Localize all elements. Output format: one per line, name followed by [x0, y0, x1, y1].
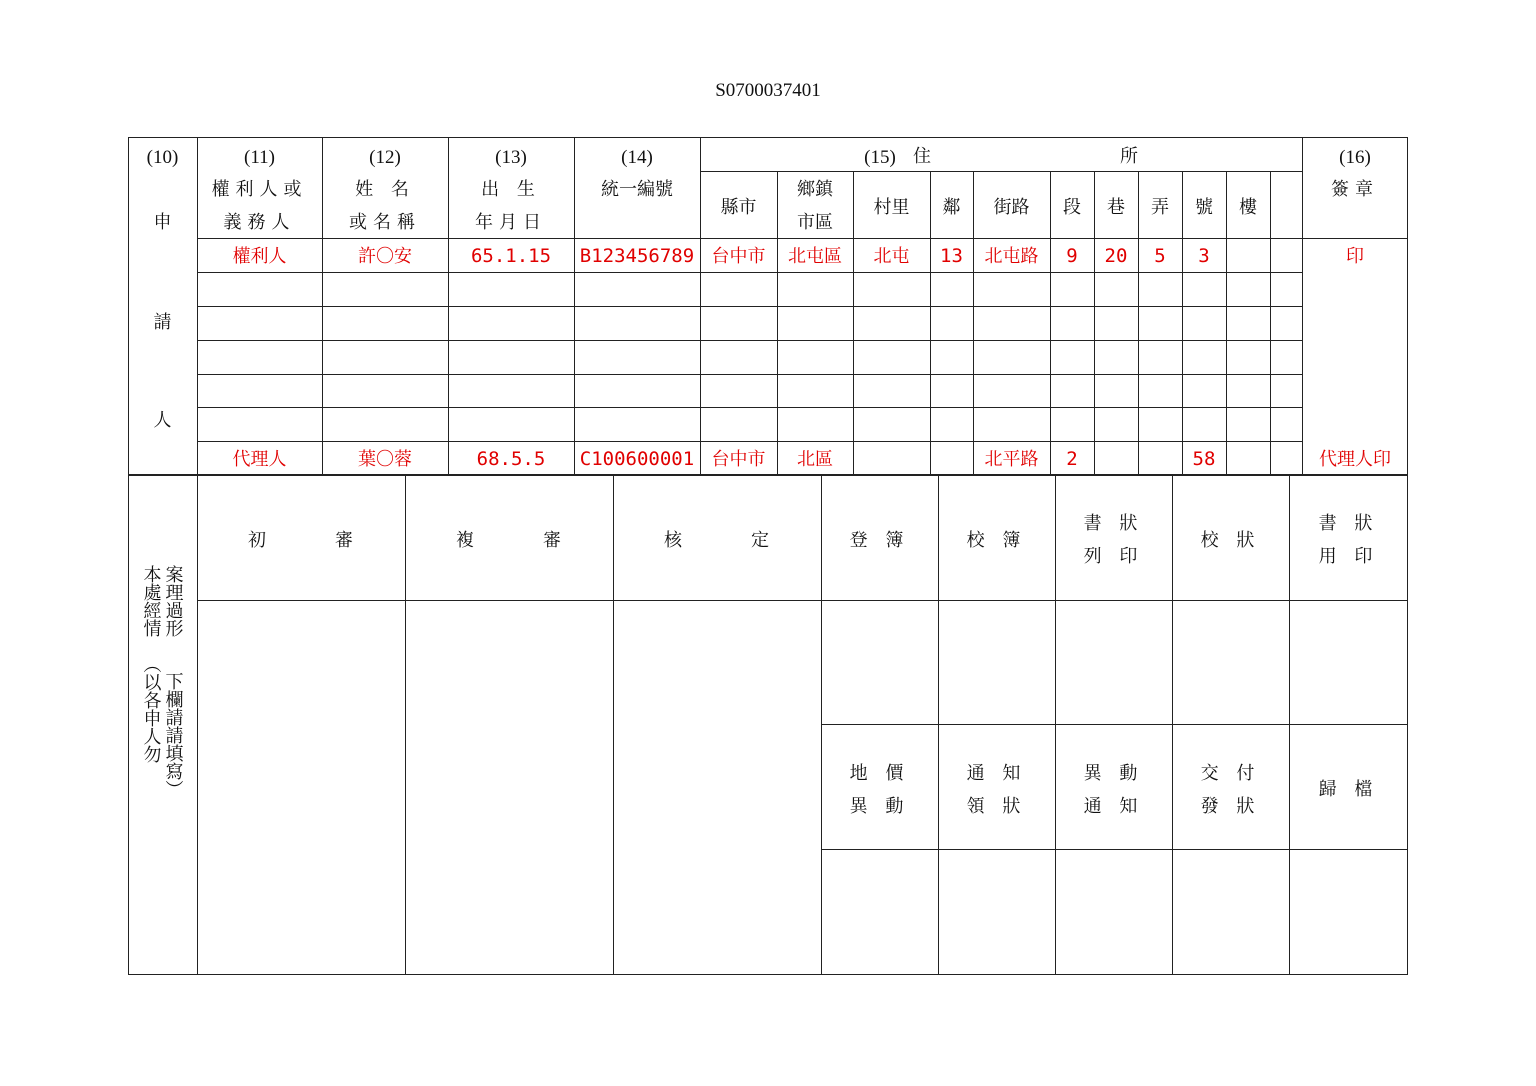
- row1-village: 北屯: [873, 246, 910, 267]
- addr-floor-header: 樓: [1239, 197, 1257, 218]
- col11-label-line2: 義務人: [223, 212, 296, 233]
- table-divider: [197, 306, 1302, 307]
- row1-number: 3: [1198, 245, 1210, 267]
- archive-label: 歸 檔: [1318, 779, 1379, 800]
- col14-number: (14): [621, 147, 653, 168]
- table-divider: [1270, 171, 1271, 475]
- table-divider: [197, 340, 1302, 341]
- col13-label-line2: 年月日: [475, 212, 547, 233]
- col15-label-part2: 所: [1120, 146, 1138, 167]
- col12-label-line1: 姓 名: [355, 179, 415, 200]
- check-cert-label: 校 狀: [1200, 530, 1261, 551]
- table-divider: [405, 475, 406, 975]
- addr-lane-header: 巷: [1107, 197, 1125, 218]
- table-divider: [197, 238, 1408, 239]
- col12-label-line2: 或名稱: [349, 212, 421, 233]
- row7-seal: 代理人印: [1319, 449, 1391, 470]
- land-value-label-line1: 地 價: [849, 763, 910, 784]
- row7-section: 2: [1066, 448, 1078, 470]
- row7-city: 台中市: [711, 449, 766, 470]
- row1-role: 權利人: [232, 246, 287, 267]
- row1-seal: 印: [1346, 246, 1364, 267]
- cert-print-label-line1: 書 狀: [1083, 513, 1144, 534]
- addr-lin-header: 鄰: [942, 197, 961, 218]
- table-divider: [197, 441, 1302, 442]
- table-divider: [197, 272, 1302, 273]
- row1-id: B123456789: [579, 245, 695, 267]
- row1-alley: 5: [1154, 245, 1166, 267]
- table-divider: [821, 849, 1408, 850]
- row7-district: 北區: [797, 449, 833, 470]
- addr-street-header: 街路: [993, 197, 1030, 218]
- check-book-label: 校 簿: [966, 530, 1027, 551]
- row7-number: 58: [1192, 448, 1216, 470]
- col14-label: 統一編號: [601, 179, 673, 200]
- col11-number: (11): [244, 147, 275, 168]
- row1-street: 北屯路: [984, 246, 1039, 267]
- process-label-col2: [162, 565, 184, 642]
- first-review-label-a: 初: [248, 530, 266, 551]
- col13-number: (13): [495, 147, 527, 168]
- notify-pickup-label-line1: 通 知: [966, 763, 1027, 784]
- process-label-col1: [140, 565, 162, 642]
- row7-role: 代理人: [232, 449, 287, 470]
- table-divider: [1172, 475, 1173, 975]
- process-label-text: ︵以各申人勿: [140, 655, 162, 763]
- table-divider: [613, 475, 614, 975]
- process-label-col3: [140, 655, 162, 768]
- deliver-cert-label-line1: 交 付: [1200, 763, 1261, 784]
- row1-lane: 20: [1104, 245, 1128, 267]
- row1-name: 許〇安: [358, 246, 412, 267]
- addr-section-header: 段: [1063, 197, 1081, 218]
- approval-label-b: 定: [751, 530, 769, 551]
- table-divider: [197, 407, 1302, 408]
- change-notice-label-line1: 異 動: [1083, 763, 1144, 784]
- addr-city-header: 縣市: [720, 197, 757, 218]
- second-review-label-a: 複: [456, 530, 474, 551]
- table-divider: [821, 724, 1408, 725]
- table-divider: [821, 475, 822, 975]
- cert-seal-label-line2: 用 印: [1318, 546, 1379, 567]
- land-value-label-line2: 異 動: [849, 796, 910, 817]
- addr-number-header: 號: [1195, 197, 1213, 218]
- register-book-label: 登 簿: [849, 530, 910, 551]
- process-label-col4: [162, 672, 184, 803]
- addr-village-header: 村里: [873, 197, 910, 218]
- row1-lin: 13: [940, 245, 963, 267]
- approval-label-a: 核: [664, 530, 682, 551]
- applicant-char-3: 人: [153, 410, 172, 431]
- process-label-text: 本處經情: [140, 565, 162, 637]
- addr-township-header-line1: 鄉鎮: [797, 179, 833, 200]
- first-review-label-b: 審: [335, 530, 353, 551]
- row1-district: 北屯區: [788, 246, 842, 267]
- row7-id: C100600001: [579, 448, 695, 470]
- col11-label-line1: 權利人或: [211, 179, 308, 200]
- col15-label-part1: 住: [913, 146, 931, 167]
- col13-label-line1: 出 生: [481, 179, 541, 200]
- table-divider: [700, 171, 1302, 172]
- second-review-label-b: 審: [543, 530, 561, 551]
- applicant-char-2: 請: [153, 312, 172, 333]
- addr-township-header-line2: 市區: [797, 212, 833, 233]
- applicant-char-1: 申: [153, 212, 172, 233]
- row1-section: 9: [1066, 245, 1078, 267]
- row1-city: 台中市: [711, 246, 766, 267]
- cert-seal-label-line1: 書 狀: [1318, 513, 1379, 534]
- row1-birth: 65.1.15: [470, 245, 552, 267]
- notify-pickup-label-line2: 領 狀: [966, 796, 1027, 817]
- col16-number: (16): [1339, 147, 1371, 168]
- table-divider: [197, 475, 198, 975]
- process-label-text: 下欄請請填寫︶: [162, 672, 184, 798]
- col16-label: 簽章: [1331, 179, 1379, 200]
- row7-street: 北平路: [984, 449, 1039, 470]
- process-label-text: 案理過形: [162, 565, 184, 637]
- table-divider: [938, 475, 939, 975]
- addr-alley-header: 弄: [1151, 197, 1169, 218]
- col12-number: (12): [369, 147, 401, 168]
- deliver-cert-label-line2: 發 狀: [1200, 796, 1261, 817]
- col15-number: (15): [864, 147, 896, 168]
- row7-name: 葉〇蓉: [358, 449, 412, 470]
- col10-number: (10): [146, 147, 179, 168]
- table-divider: [197, 600, 1408, 601]
- change-notice-label-line2: 通 知: [1083, 796, 1144, 817]
- cert-print-label-line2: 列 印: [1083, 546, 1144, 567]
- table-divider: [197, 374, 1302, 375]
- document-code: S0700037401: [715, 80, 821, 101]
- row7-birth: 68.5.5: [476, 448, 546, 470]
